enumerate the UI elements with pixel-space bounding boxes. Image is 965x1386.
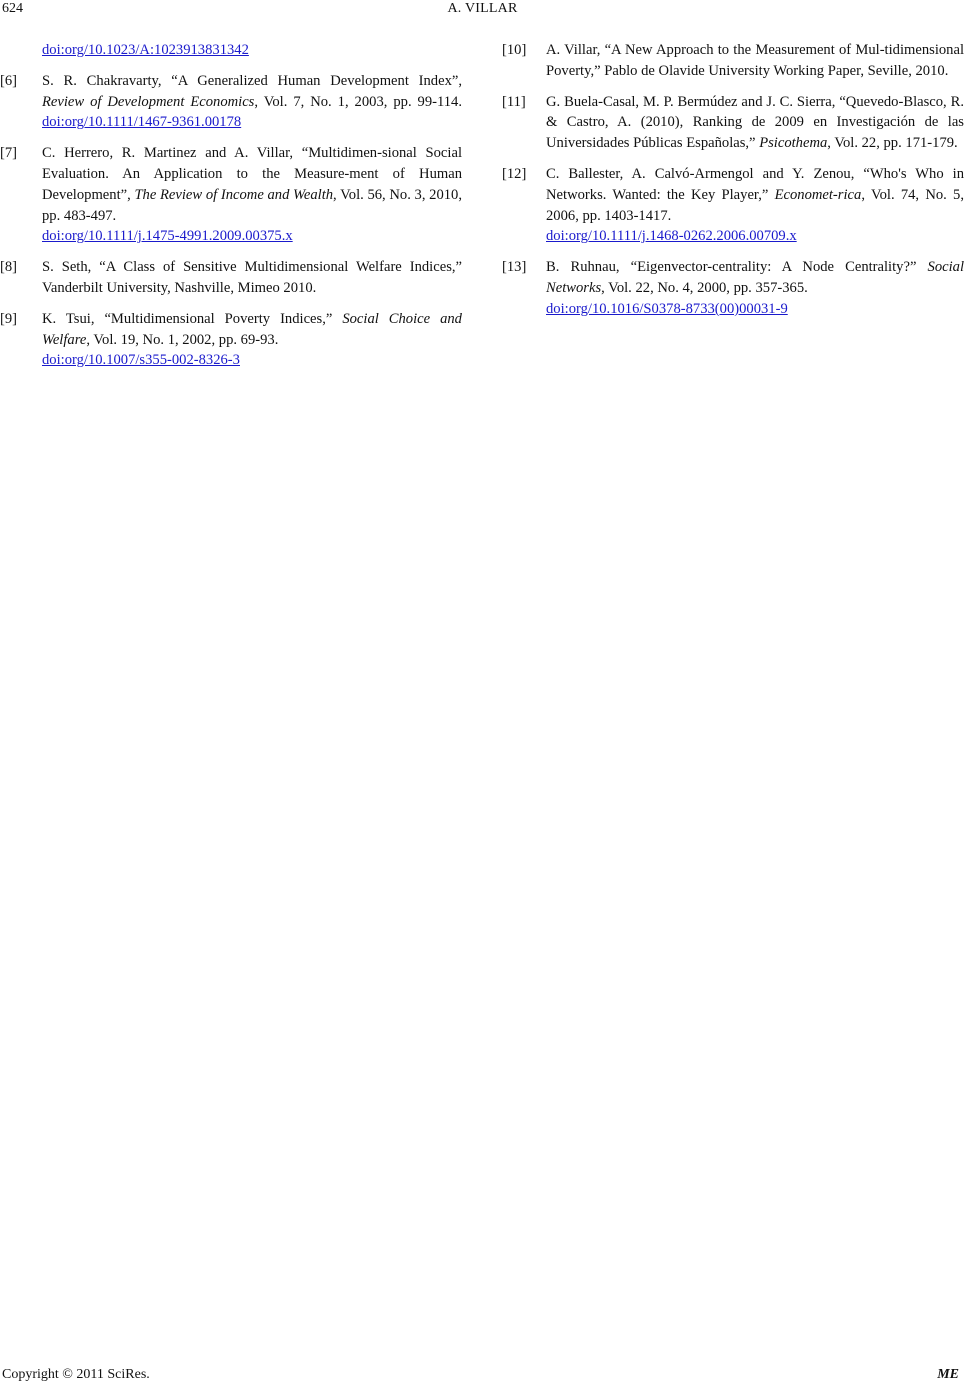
reference-details: , Vol. 22, No. 4, 2000, pp. 357-365. [601, 279, 808, 296]
journal-title: Social Networks [546, 259, 964, 296]
reference-number: [9] [0, 310, 18, 327]
journal-abbreviation: ME [937, 1367, 959, 1382]
reference-number: [10] [502, 42, 527, 58]
reference-details: , Vol. 22, pp. 171-179. [827, 135, 958, 152]
doi-link[interactable]: doi:org/10.1111/1467-9361.00178 [42, 114, 242, 131]
left-column [0, 40, 462, 381]
copyright-notice: Copyright © 2011 SciRes. [2, 1367, 150, 1382]
right-column [502, 40, 964, 330]
reference-12 [502, 164, 964, 247]
reference-text: A. Villar, “A New Approach to the Measurement of Mul-tidimensional Poverty,” Pablo de Olavide University Working Paper, Seville, 2010. [546, 42, 964, 79]
reference-11 [502, 92, 964, 154]
reference-details: , Vol. 19, No. 1, 2002, pp. 69-93. [86, 331, 279, 348]
running-head: A. VILLAR [447, 1, 518, 16]
reference-continuation [0, 40, 462, 61]
reference-text: S. R. Chakravarty, “A Generalized Human Development Index”, [42, 72, 462, 89]
journal-title: Social Choice and Welfare [42, 310, 462, 348]
reference-text: C. Ballester, A. Calvó-Armengol and Y. Zenou, “Who's Who in Networks. Wanted: the Key Player,” [546, 165, 964, 203]
reference-10 [502, 40, 964, 82]
reference-number: [13] [502, 259, 527, 276]
doi-link[interactable]: doi:org/10.1111/j.1468-0262.2006.00709.x [546, 228, 797, 245]
reference-details: , Vol. 74, No. 5, 2006, pp. 1403-1417. [546, 186, 964, 224]
reference-number: [7] [0, 145, 18, 162]
reference-details: , Vol. 56, No. 3, 2010, pp. 483-497. [42, 186, 462, 224]
journal-title: Economet-rica [774, 186, 862, 203]
reference-details: , Vol. 7, No. 1, 2003, pp. 99-114. [254, 93, 462, 110]
reference-13 [502, 257, 964, 319]
reference-text: S. Seth, “A Class of Sensitive Multidimensional Welfare Indices,” Vanderbilt University, Nashville, Mimeo 2010. [42, 259, 462, 296]
reference-text: B. Ruhnau, “Eigenvector-centrality: A Node Centrality?” [546, 259, 928, 276]
reference-6 [0, 71, 462, 133]
doi-link[interactable]: doi:org/10.1023/A:1023913831342 [42, 42, 249, 58]
reference-number: [11] [502, 93, 526, 110]
reference-text: C. Herrero, R. Martinez and A. Villar, “Multidimen-sional Social Evaluation. An Application to the Measure-ment of Human Development”, [42, 145, 462, 203]
journal-title: Psicothema [759, 135, 828, 152]
page-number: 624 [2, 1, 23, 16]
doi-link[interactable]: doi:org/10.1007/s355-002-8326-3 [42, 352, 240, 369]
reference-7 [0, 143, 462, 247]
reference-8 [0, 257, 462, 299]
reference-text: G. Buela-Casal, M. P. Bermúdez and J. C. Sierra, “Quevedo-Blasco, R. & Castro, A. (2010), Ranking de 2009 en Investigación de las Universidades Públicas Españolas,” [546, 93, 964, 152]
doi-link[interactable]: doi:org/10.1016/S0378-8733(00)00031-9 [546, 300, 788, 317]
reference-9 [0, 309, 462, 371]
journal-title: Review of Development Economics [42, 93, 255, 110]
reference-text: K. Tsui, “Multidimensional Poverty Indices,” [42, 310, 343, 327]
reference-number: [8] [0, 259, 18, 276]
journal-title: The Review of Income and Wealth [134, 186, 334, 203]
reference-number: [12] [502, 165, 527, 182]
reference-number: [6] [0, 72, 18, 89]
doi-link[interactable]: doi:org/10.1111/j.1475-4991.2009.00375.x [42, 228, 293, 245]
